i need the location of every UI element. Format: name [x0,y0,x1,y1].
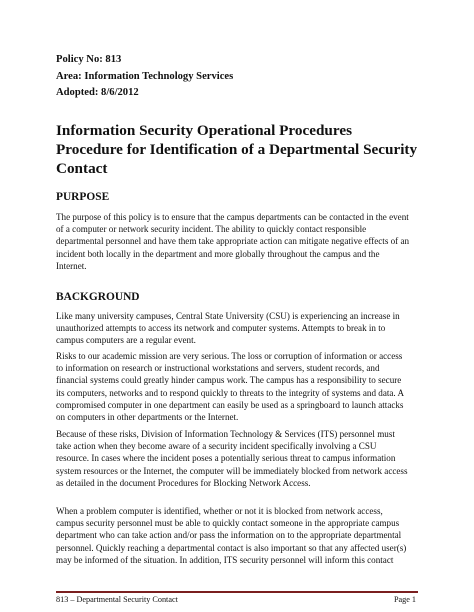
paragraph-line: on computers in other departments or the Internet. [56,412,239,423]
title-line-3: Contact [56,160,108,177]
background-heading: BACKGROUND [56,291,140,303]
title-line-1: Information Security Operational Procedures [56,122,352,139]
paragraph-line: its computers, networks and to respond quickly to threats to the integrity of systems and data. A [56,387,405,398]
document-title [56,121,426,178]
paragraph-line: incident both locally in the department and more globally throughout the campus and the [56,248,380,259]
policy-area: Area: Information Technology Services [56,70,234,82]
paragraph-line: as detailed in the document Procedures for Blocking Network Access. [56,477,311,488]
paragraph-line: unauthorized attempts to access its network and computer systems. Attempts to break in to [56,323,386,334]
paragraph-line: Because of these risks, Division of Information Technology & Services (ITS) personnel must [56,429,395,439]
purpose-heading: PURPOSE [56,191,110,203]
paragraph-line: The purpose of this policy is to ensure that the campus departments can be contacted in the event [56,212,409,222]
paragraph-line: campus security personnel must be able to quickly contact someone in the appropriate campus [56,518,400,529]
policy-number: Policy No: 813 [56,54,122,65]
footer-page-number: Page 1 [393,595,416,604]
paragraph-line: may be informed of the situation. In addition, ITS security personnel will inform this contact [56,554,394,565]
background-paragraph-3 [56,428,426,489]
paragraph-line: resource. In cases where the incident poses a potentially serious threat to campus information [56,453,396,464]
policy-adopted-date: Adopted: 8/6/2012 [56,87,139,98]
background-paragraph-4 [56,505,426,566]
paragraph-line: to information on research or instructional workstations and servers, student records, and [56,363,380,374]
paragraph-line: campus computers are a regular event. [56,335,196,346]
paragraph-line: Internet. [56,260,87,271]
paragraph-line: personnel. Quickly reaching a departmental contact is also important so that any affected user(s) [56,542,407,553]
paragraph-line: system resources or the Internet, the computer will be immediately blocked from network access [56,465,408,476]
paragraph-line: Like many university campuses, Central State University (CSU) is experiencing an increase in [56,311,400,321]
title-line-2: Procedure for Identification of a Departmental Security [56,141,418,158]
paragraph-line: departmental personnel and have them take appropriate action can mitigate negative effects of an [56,236,410,247]
purpose-paragraph [56,211,426,272]
paragraph-line: department who can take action and/or pass the information on to the appropriate departmental [56,530,402,541]
paragraph-line: take action when they become aware of a security incident specifically involving a CSU [56,441,377,452]
paragraph-line: of a computer or network security incident. The ability to quickly contact responsible [56,224,367,235]
paragraph-line: compromised computer in one department can easily be used as a springboard to launch attacks [56,399,404,410]
footer-document-label: 813 – Departmental Security Contact [56,595,178,604]
policy-metadata [56,52,233,102]
footer-rule [56,591,418,593]
paragraph-line: When a problem computer is identified, whether or not it is blocked from network access, [56,506,383,516]
paragraph-line: financial systems could greatly hinder campus work. The campus has a responsibility to secure [56,375,402,386]
background-paragraph-2 [56,350,426,423]
background-paragraph-1 [56,310,426,347]
paragraph-line: Risks to our academic mission are very serious. The loss or corruption of information or access [56,351,403,361]
